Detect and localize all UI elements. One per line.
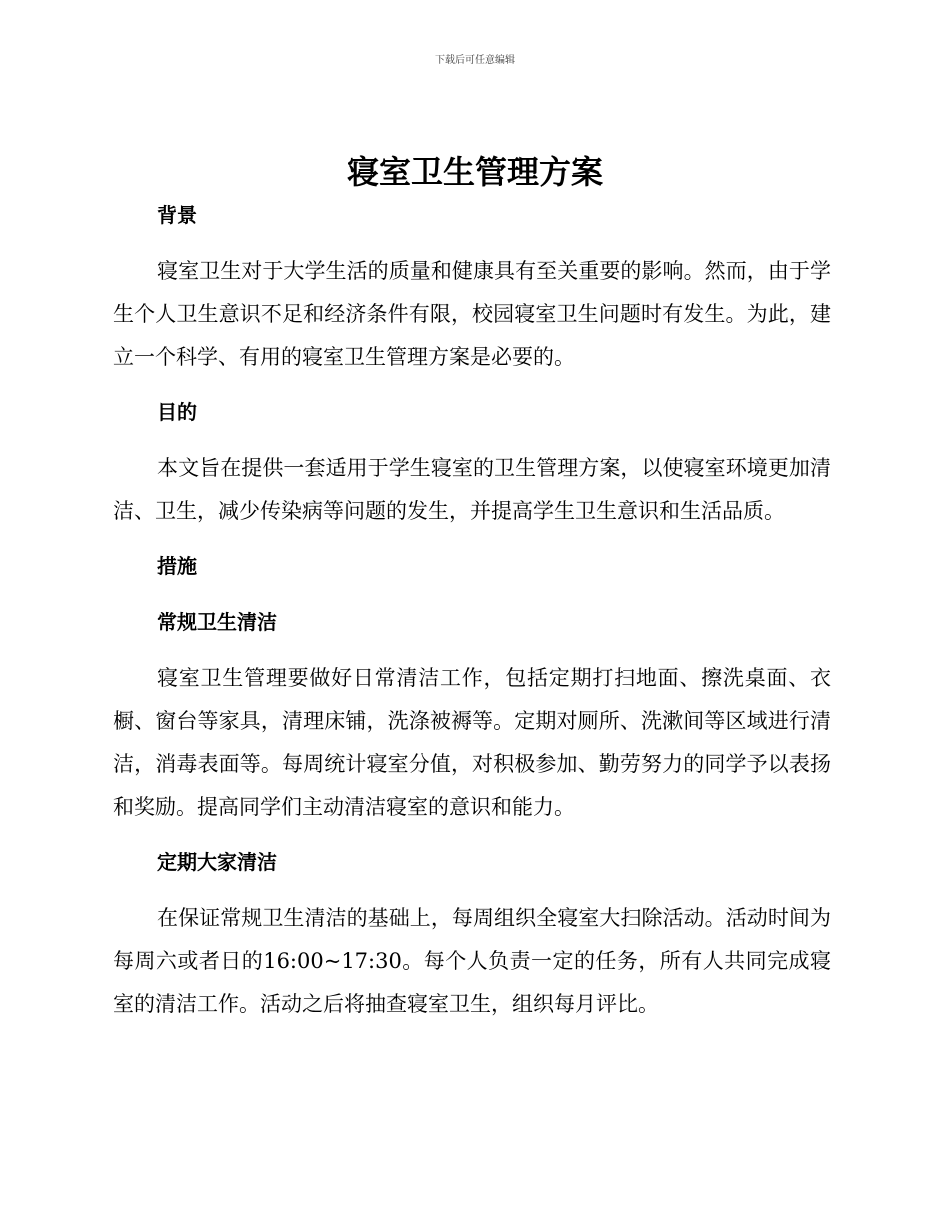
section-heading-routine: 常规卫生清洁 <box>157 610 277 634</box>
document-body <box>113 200 831 1026</box>
header-note: 下载后可任意编辑 <box>435 55 515 66</box>
section-heading-periodic: 定期大家清洁 <box>157 850 277 874</box>
section-heading-background: 背景 <box>157 203 197 227</box>
document-title: 寝室卫生管理方案 <box>346 153 603 191</box>
section-text-periodic: 在保证常规卫生清洁的基础上，每周组织全寝室大扫除活动。活动时间为每周六或者日的16:00~17:30。每个人负责一定的任务，所有人共同完成寝室的清洁工作。活动之后将抽查寝室卫生，组织每月评比。 <box>113 906 831 1016</box>
section-heading-measures: 措施 <box>157 554 197 578</box>
section-text-purpose: 本文旨在提供一套适用于学生寝室的卫生管理方案，以使寝室环境更加清洁、卫生，减少传染病等问题的发生，并提高学生卫生意识和生活品质。 <box>113 456 831 523</box>
section-text-routine: 寝室卫生管理要做好日常清洁工作，包括定期打扫地面、擦洗桌面、衣橱、窗台等家具，清理床铺，洗涤被褥等。定期对厕所、洗漱间等区域进行清洁，消毒表面等。每周统计寝室分值，对积极参加、勤劳努力的同学予以表扬和奖励。提高同学们主动清洁寝室的意识和能力。 <box>113 666 831 819</box>
section-heading-purpose: 目的 <box>157 400 197 424</box>
section-text-background: 寝室卫生对于大学生活的质量和健康具有至关重要的影响。然而，由于学生个人卫生意识不足和经济条件有限，校园寝室卫生问题时有发生。为此，建立一个科学、有用的寝室卫生管理方案是必要的。 <box>113 259 831 369</box>
